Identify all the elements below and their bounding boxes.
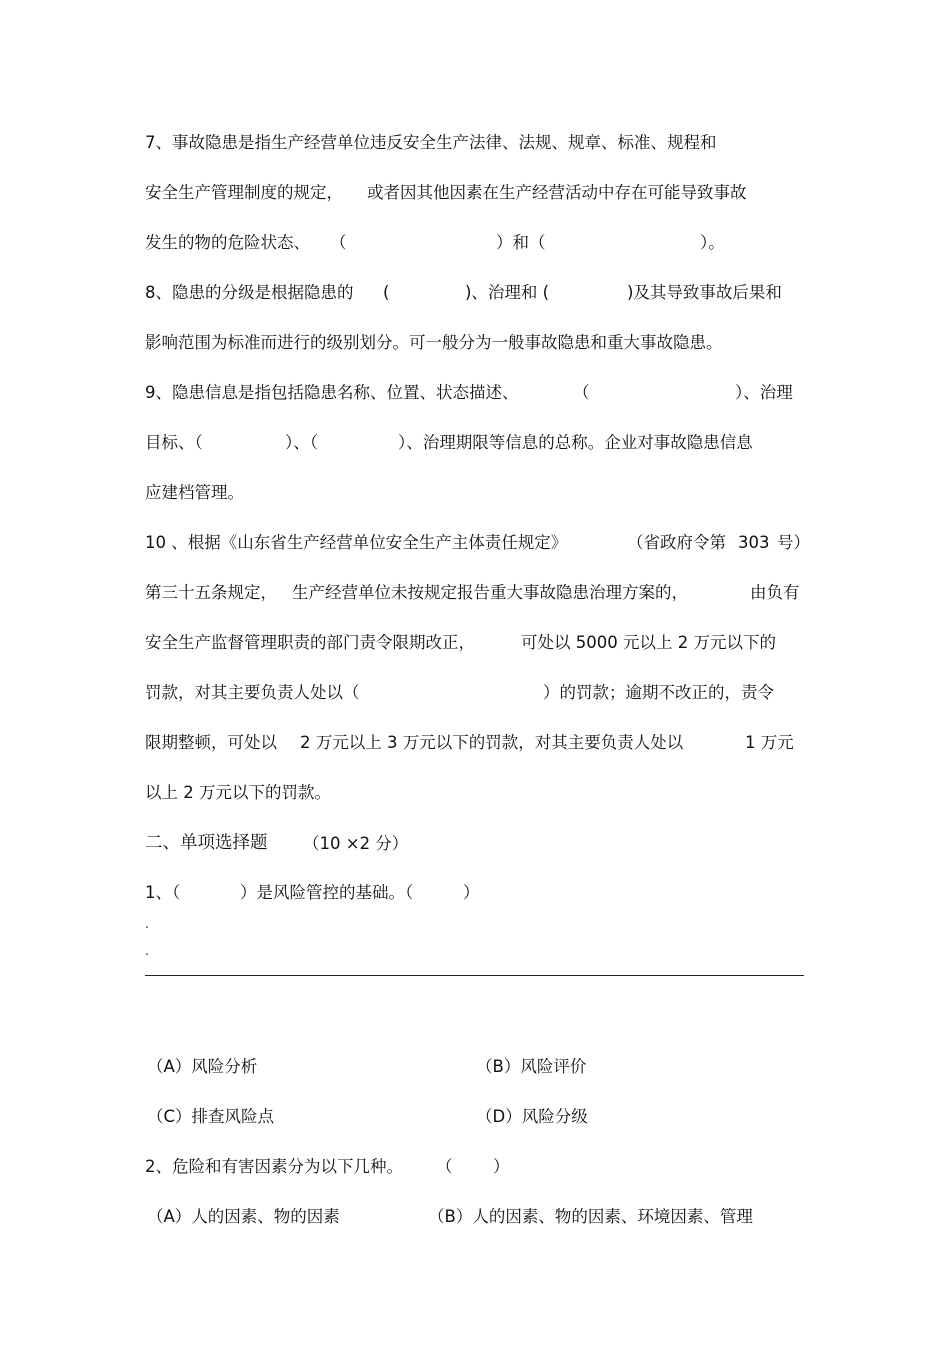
- mc2-option-b: （B）人的因素、物的因素、环境因素、管理: [428, 1207, 753, 1226]
- mc1-stem-a: 1、（: [145, 883, 181, 902]
- q7-blank-1-open: （: [330, 233, 347, 252]
- q9-line-3: 应建档管理。: [145, 483, 244, 502]
- q10-line-6: 以上 2 万元以下的罚款。: [145, 783, 331, 802]
- q9-line-1a: 9、隐患信息是指包括隐患名称、位置、状态描述、: [145, 383, 519, 402]
- mc1-stem-c: ）: [463, 883, 480, 902]
- q7-blank-2-close: ）。: [700, 233, 725, 252]
- q10-line-1a: 10 、根据《山东省生产经营单位安全生产主体责任规定》: [145, 533, 568, 552]
- q10-line-1c: 303: [738, 533, 770, 552]
- q8-line-1a: 8、隐患的分级是根据隐患的: [145, 283, 354, 302]
- mc1-option-d: （D）风险分级: [476, 1107, 588, 1126]
- page-dot-2: .: [145, 944, 149, 958]
- q10-line-4b: ）的罚款；逾期不改正的，责令: [543, 683, 774, 702]
- section-title: 二、单项选择题: [145, 833, 268, 853]
- q10-line-1b: （省政府令第: [627, 533, 726, 552]
- q7-line-1: 7、事故隐患是指生产经营单位违反安全生产法律、法规、规章、标准、规程和: [145, 133, 717, 152]
- q8-blank-1-open: (: [383, 283, 390, 302]
- q9-blank-1-open: （: [573, 383, 590, 402]
- q9-blank-1-close: ）、治理: [735, 383, 793, 402]
- page-dot-1: .: [145, 917, 149, 931]
- q8-blank-2-close: )及其导致事故后果和: [627, 283, 782, 302]
- q10-line-2c: 由负有: [750, 583, 800, 602]
- q7-blank-1-close: ）和（: [496, 233, 546, 252]
- q10-line-1d: 号）: [777, 533, 810, 552]
- q7-line-3a: 发生的物的危险状态、: [145, 233, 310, 252]
- page-break-rule: [145, 975, 804, 976]
- q7-line-2b: 或者因其他因素在生产经营活动中存在可能导致事故: [367, 183, 747, 202]
- q10-line-4a: 罚款，对其主要负责人处以（: [145, 683, 360, 702]
- q8-line-2: 影响范围为标准而进行的级别划分。可一般分为一般事故隐患和重大事故隐患。: [145, 333, 723, 352]
- mc2-stem-a: 2、危险和有害因素分为以下几种。: [145, 1157, 403, 1176]
- q7-line-2a: 安全生产管理制度的规定，: [145, 183, 343, 202]
- q10-line-2b: 生产经营单位未按规定报告重大事故隐患治理方案的，: [292, 583, 688, 602]
- q10-line-5b: 2 万元以上 3 万元以下的罚款，对其主要负责人处以: [300, 733, 684, 752]
- q8-blank-1-close: )、治理和 (: [465, 283, 550, 302]
- mc2-stem-c: ）: [493, 1157, 510, 1176]
- q10-line-3a: 安全生产监督管理职责的部门责令限期改正，: [145, 633, 475, 652]
- q10-line-5c: 1 万元: [745, 733, 794, 752]
- q9-blank-2-close: ）、（: [285, 433, 318, 452]
- section-score: （10 ×2 分）: [303, 834, 409, 853]
- mc1-option-a: （A）风险分析: [147, 1057, 258, 1076]
- q10-line-2a: 第三十五条规定，: [145, 583, 277, 602]
- q10-line-3b: 可处以 5000 元以上 2 万元以下的: [521, 633, 776, 652]
- mc2-option-a: （A）人的因素、物的因素: [147, 1207, 340, 1226]
- mc1-option-b: （B）风险评价: [476, 1057, 587, 1076]
- mc1-stem-b: ）是风险管控的基础。（: [240, 883, 414, 902]
- mc1-option-c: （C）排查风险点: [147, 1107, 275, 1126]
- mc2-stem-b: （: [436, 1157, 453, 1176]
- q9-line-2c: ）、治理期限等信息的总称。企业对事故隐患信息: [398, 433, 753, 452]
- q9-line-2a: 目标、（: [145, 433, 203, 452]
- q10-line-5a: 限期整顿，可处以: [145, 733, 277, 752]
